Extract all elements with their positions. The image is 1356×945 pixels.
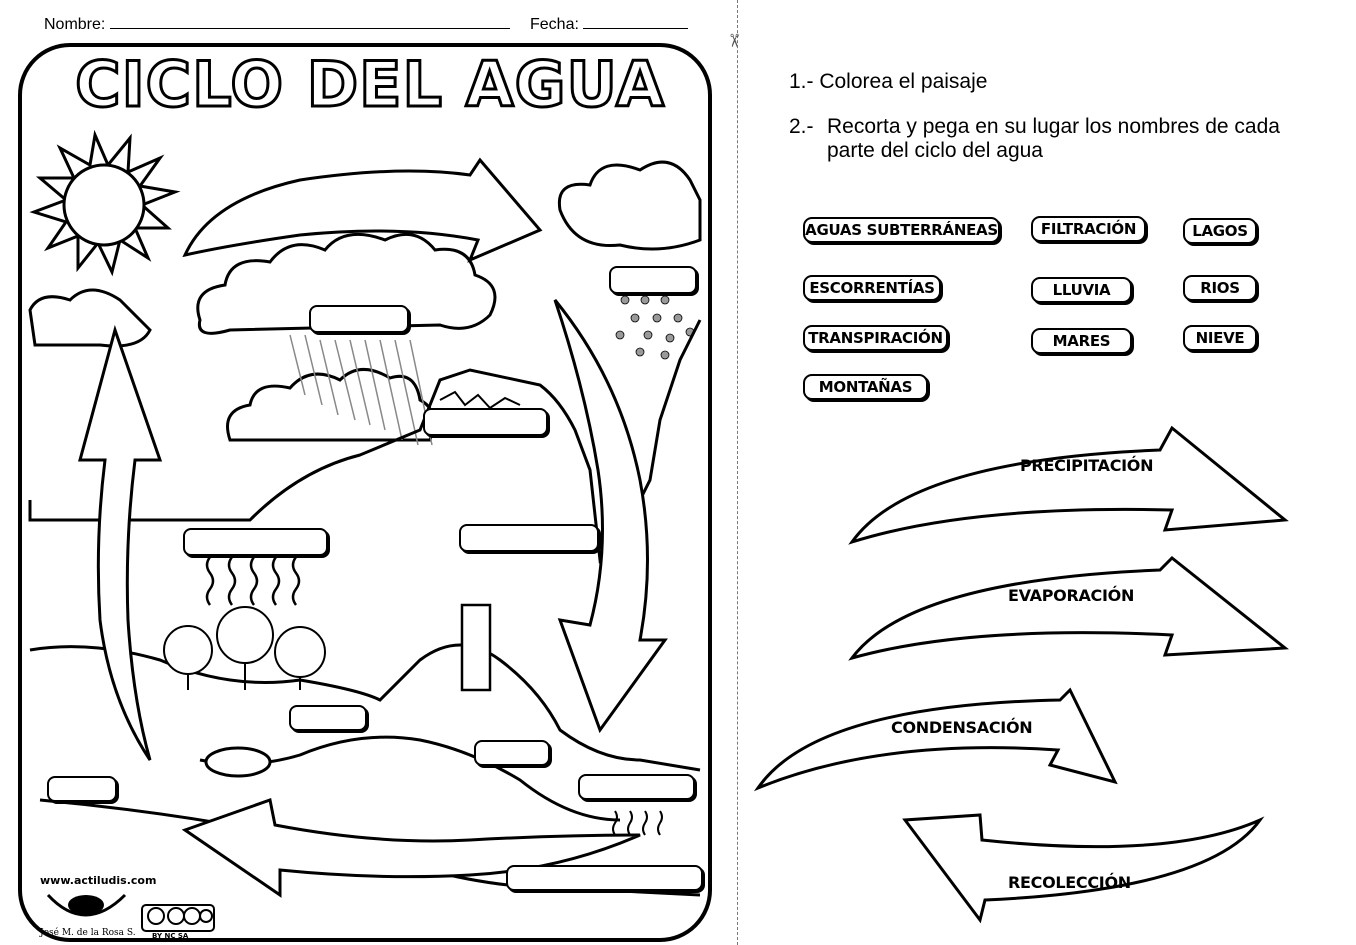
arrow-label-evaporacion[interactable]: EVAPORACIÓN	[1008, 586, 1135, 605]
blank-box-rios[interactable]	[474, 740, 550, 766]
date-label: Fecha:	[530, 16, 579, 33]
blank-box-escorrentias[interactable]	[459, 524, 599, 552]
arrow-label-recoleccion[interactable]: RECOLECCIÓN	[1008, 873, 1131, 892]
blank-box-lagos[interactable]	[289, 705, 367, 731]
low-cloud	[228, 369, 434, 440]
name-label: Nombre:	[44, 16, 106, 33]
credit-url: www.actiludis.com	[40, 874, 157, 887]
condensacion-arrow	[758, 690, 1115, 788]
waterfall	[462, 605, 490, 690]
tag-escorrentias[interactable]: ESCORRENTÍAS	[803, 275, 941, 301]
evaporacion-arrow	[852, 558, 1285, 658]
evaporation-arrows	[207, 557, 299, 605]
lake	[206, 748, 270, 776]
snow-peak	[440, 392, 520, 408]
tag-aguas-subterraneas[interactable]: AGUAS SUBTERRÁNEAS	[803, 217, 1000, 243]
tag-transpiracion[interactable]: TRANSPIRACIÓN	[803, 325, 948, 351]
tag-mares[interactable]: MARES	[1031, 328, 1132, 354]
blank-box-lluvia[interactable]	[309, 305, 409, 333]
cut-line	[737, 0, 738, 945]
precipitacion-arrow	[852, 428, 1285, 542]
arrow-label-precipitacion[interactable]: PRECIPITACIÓN	[1020, 456, 1154, 475]
instruction-step-2-line-2: parte del ciclo del agua	[827, 139, 1043, 162]
tag-lluvia[interactable]: LLUVIA	[1031, 277, 1132, 303]
snow-cloud	[559, 162, 700, 249]
actiludis-eye-icon	[68, 895, 104, 915]
tag-lagos[interactable]: LAGOS	[1183, 218, 1257, 244]
scissors-icon: ✂	[724, 32, 745, 49]
blank-box-nieve[interactable]	[609, 266, 697, 294]
instruction-step-2-number: 2.-	[789, 115, 814, 138]
credit-author: José M. de la Rosa S.	[40, 928, 136, 938]
right-arrow	[555, 300, 665, 730]
blank-box-transpiracion[interactable]	[183, 528, 328, 556]
recoleccion-arrow	[905, 815, 1260, 920]
license-label: BY NC SA	[152, 932, 189, 940]
blank-box-aguas-subterraneas[interactable]	[506, 865, 703, 891]
instruction-step-1: 1.- Colorea el paisaje	[789, 70, 988, 93]
left-arrow	[80, 330, 160, 760]
cutout-arrows	[740, 420, 1356, 940]
tag-filtracion[interactable]: FILTRACIÓN	[1031, 216, 1146, 242]
arrow-label-condensacion[interactable]: CONDENSACIÓN	[891, 718, 1033, 737]
instruction-step-2-line-1: Recorta y pega en su lugar los nombres de cada	[827, 115, 1280, 138]
tag-rios[interactable]: RIOS	[1183, 275, 1257, 301]
blank-box-montanas[interactable]	[423, 408, 548, 436]
blank-box-filtracion[interactable]	[578, 774, 695, 800]
sea-evaporation-arrows	[613, 811, 662, 835]
tag-nieve[interactable]: NIEVE	[1183, 325, 1257, 351]
snow-dots	[616, 296, 694, 359]
sun-icon	[34, 135, 175, 272]
worksheet-title: CICLO DEL AGUA	[75, 48, 665, 121]
blank-box-mares[interactable]	[47, 776, 117, 802]
left-cloud	[30, 290, 150, 346]
tag-montanas[interactable]: MONTAÑAS	[803, 374, 928, 400]
trees-icon	[164, 607, 325, 690]
